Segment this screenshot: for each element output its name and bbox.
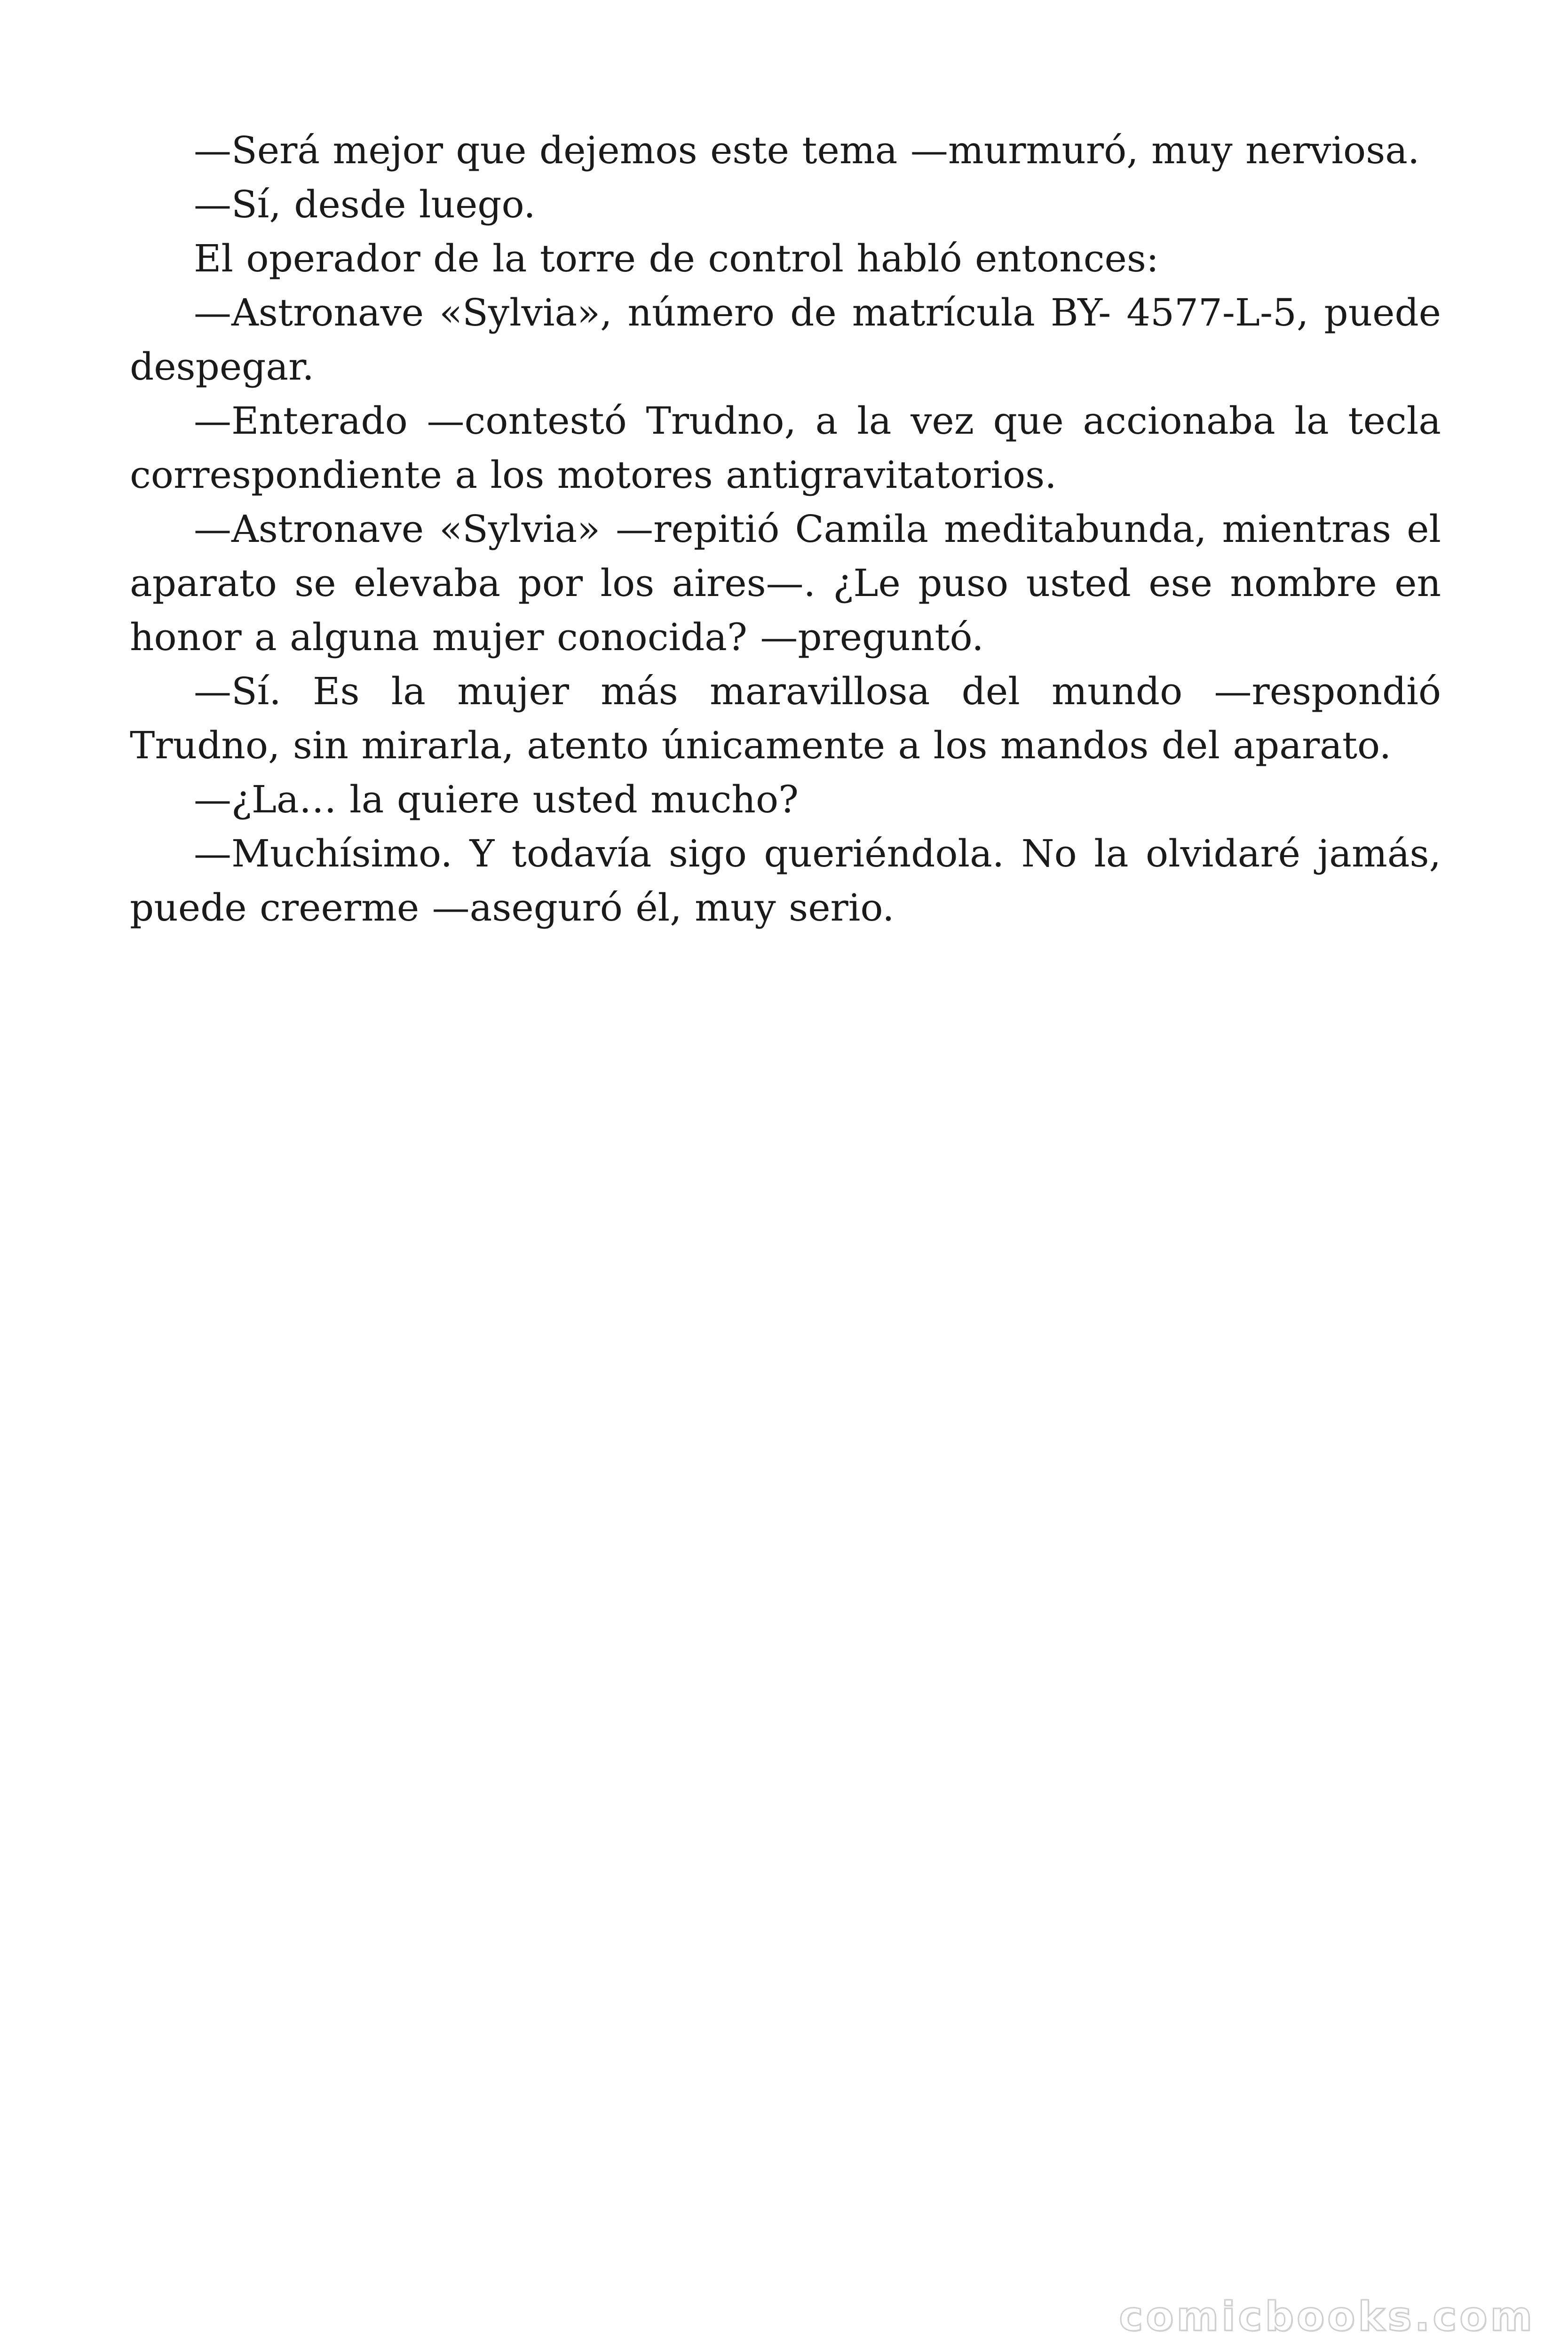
paragraph: —Será mejor que dejemos este tema —murmuró, muy nerviosa. — [194, 128, 1420, 172]
paragraph: —Astronave «Sylvia» —repitió Camila meditabunda, mientras el aparato se elevaba por los aires—. ¿Le puso usted ese nombre en honor a alguna mujer conocida? —preguntó. — [130, 507, 1441, 659]
paragraph: —¿La… la quiere usted mucho? — [194, 778, 799, 821]
page-text-body — [130, 123, 1441, 935]
paragraph: —Sí, desde luego. — [194, 183, 536, 226]
paragraph: —Enterado —contestó Trudno, a la vez que accionaba la tecla correspondiente a los motores antigravitatorios. — [130, 399, 1441, 497]
paragraph: —Astronave «Sylvia», número de matrícula BY- 4577-L-5, puede despegar. — [130, 291, 1441, 389]
paragraph: El operador de la torre de control habló entonces: — [194, 237, 1159, 280]
watermark: comicbooks.com — [1119, 2293, 1535, 2340]
paragraph: —Sí. Es la mujer más maravillosa del mundo —respondió Trudno, sin mirarla, atento únicamente a los mandos del aparato. — [130, 669, 1441, 767]
paragraph: —Muchísimo. Y todavía sigo queriéndola. No la olvidaré jamás, puede creerme —aseguró él, muy serio. — [130, 832, 1441, 930]
